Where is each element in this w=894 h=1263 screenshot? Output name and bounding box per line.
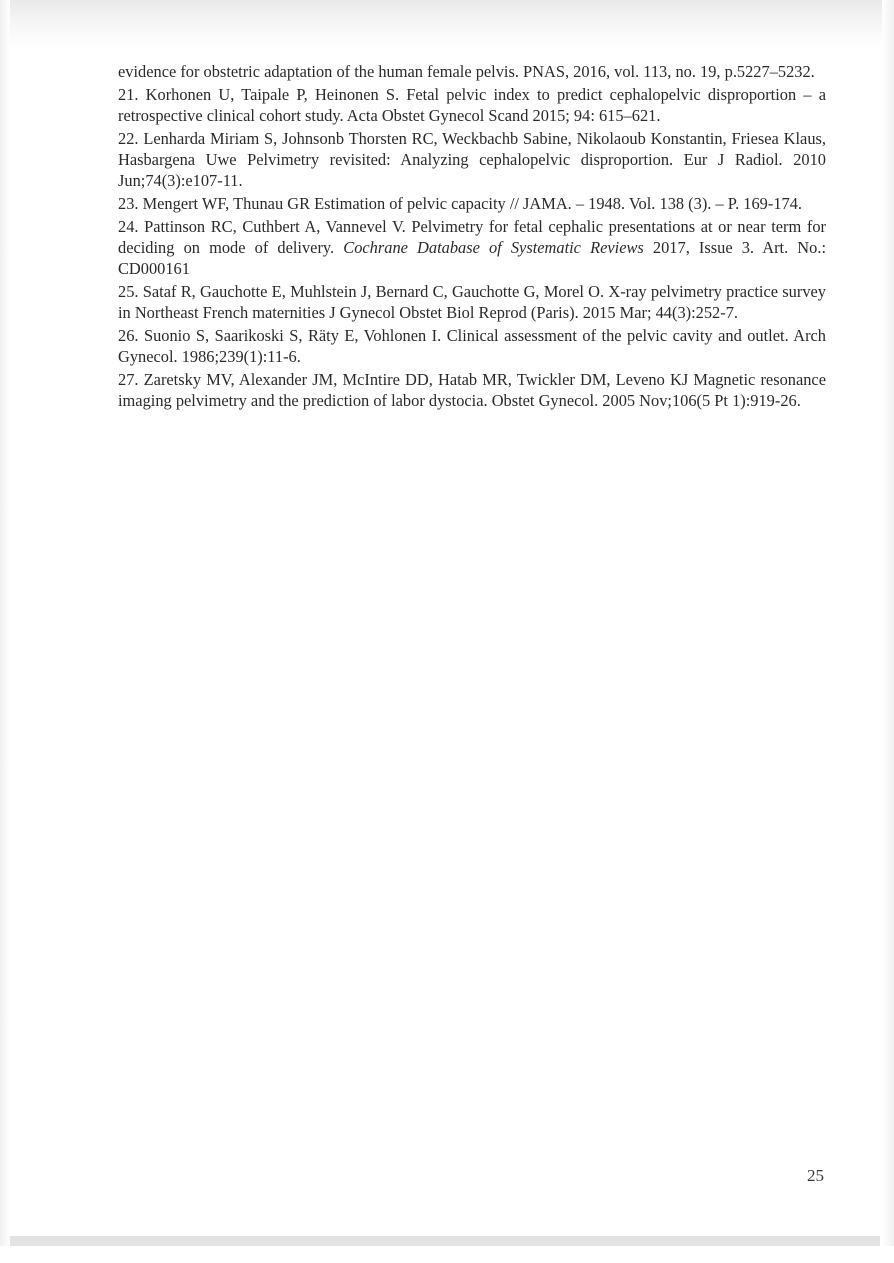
reference-24-text-before: 24. Pattinson RC, Cuthbert A, Vannevel V. Pelvimetry for fetal cephalic presentations at or near term for deciding on mode of delivery. — [118, 216, 826, 257]
reference-list — [118, 61, 826, 413]
reference-item-26: 26. Suonio S, Saarikoski S, Räty E, Vohlonen I. Clinical assessment of the pelvic cavity and outlet. Arch Gynecol. 1986;239(1):11-6. — [118, 326, 826, 367]
reference-item-25: 25. Sataf R, Gauchotte E, Muhlstein J, Bernard C, Gauchotte G, Morel O. X-ray pelvimetry practice survey in Northeast French maternities J Gynecol Obstet Biol Reprod (Paris). 2015 Mar; 44(3):252-7. — [118, 282, 826, 323]
reference-item-23: 23. Mengert WF, Thunau GR Estimation of pelvic capacity // JAMA. – 1948. Vol. 138 (3). – P. 169-174. — [118, 194, 803, 213]
reference-item-27: 27. Zaretsky MV, Alexander JM, McIntire DD, Hatab MR, Twickler DM, Leveno KJ Magnetic resonance imaging pelvimetry and the prediction of labor dystocia. Obstet Gynecol. 2005 Nov;106(5 Pt 1):919-26. — [118, 370, 826, 411]
scan-shadow-top — [0, 0, 894, 48]
reference-24-journal-title: Cochrane Database of Systematic Reviews — [343, 238, 644, 257]
reference-item-22: 22. Lenharda Miriam S, Johnsonb Thorsten RC, Weckbachb Sabine, Nikolaoub Konstantin, Friesea Klaus, Hasbargena Uwe Pelvimetry revisited: Analyzing cephalopelvic disproportion. Eur J Radiol. 2010 Jun;74(3):e107-11. — [118, 128, 826, 191]
reference-item-21: 21. Korhonen U, Taipale P, Heinonen S. Fetal pelvic index to predict cephalopelvic disproportion – a retrospective clinical cohort study. Acta Obstet Gynecol Scand 2015; 94: 615–621. — [118, 84, 826, 125]
page-margin-bottom — [0, 1246, 894, 1263]
scan-shadow-left — [0, 0, 10, 1263]
scan-shadow-bottom — [10, 1236, 880, 1246]
reference-item-24 — [118, 216, 826, 280]
page-number: 25 — [807, 1166, 824, 1185]
reference-24-text-after: 2017, Issue 3. Art. No.: CD000161 — [118, 238, 826, 279]
scan-shadow-right — [882, 0, 894, 1263]
reference-item-20-continued: evidence for obstetric adaptation of the human female pelvis. PNAS, 2016, vol. 113, no. 19, p.5227–5232. — [118, 62, 815, 81]
